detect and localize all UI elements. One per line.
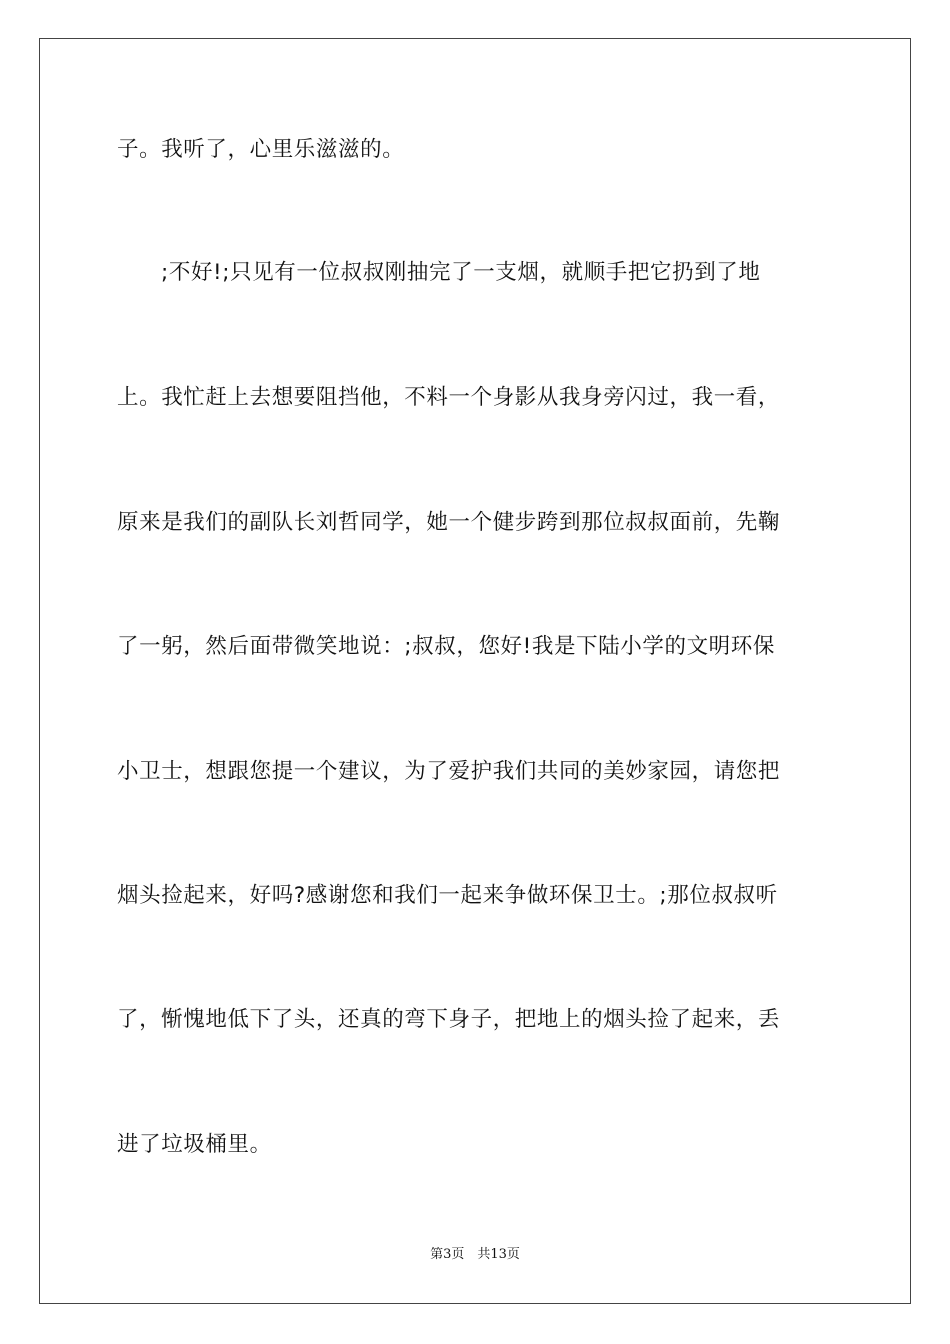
- body-text-line: 了，惭愧地低下了头，还真的弯下身子，把地上的烟头捡了起来，丢: [117, 1007, 781, 1032]
- body-text-line: 进了垃圾桶里。: [117, 1132, 272, 1157]
- body-text-line: 子。我听了，心里乐滋滋的。: [117, 137, 405, 162]
- page-number-footer: 第3页 共13页: [430, 1247, 520, 1262]
- body-text-line: 原来是我们的副队长刘哲同学，她一个健步跨到那位叔叔面前，先鞠: [117, 510, 781, 535]
- body-text-line: 烟头捡起来，好吗?感谢您和我们一起来争做环保卫士。;那位叔叔听: [117, 883, 778, 908]
- body-text-line: 上。我忙赶上去想要阻挡他，不料一个身影从我身旁闪过，我一看，: [117, 385, 781, 410]
- page-border: [39, 38, 911, 1304]
- body-text-line: 小卫士，想跟您提一个建议，为了爱护我们共同的美妙家园，请您把: [117, 759, 781, 784]
- body-text-line: ;不好!;只见有一位叔叔刚抽完了一支烟，就顺手把它扔到了地: [161, 260, 761, 285]
- body-text-line: 了一躬，然后面带微笑地说：;叔叔，您好!我是下陆小学的文明环保: [117, 634, 775, 659]
